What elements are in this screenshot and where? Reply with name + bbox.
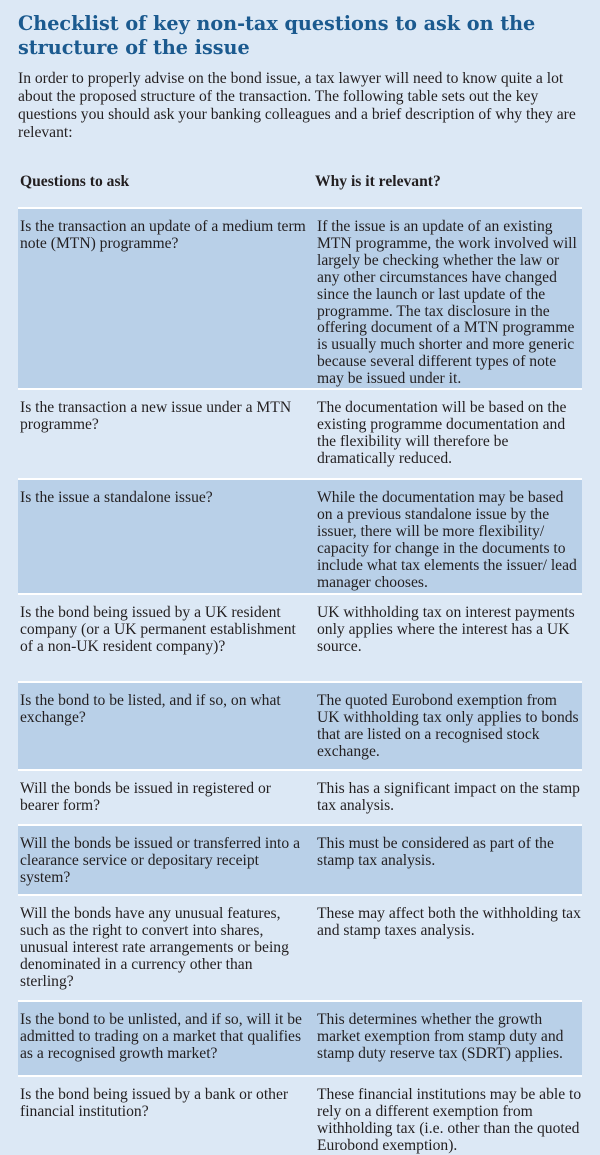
intro-paragraph: In order to properly advise on the bond issue, a tax lawyer will need to know quite a lot about the proposed structure of the transaction. The following table sets out the key questions you should ask your banking colleagues and a brief description of why they are relevant: [18, 70, 576, 141]
header-questions: Questions to ask [18, 159, 315, 208]
answer-cell: This determines whether the growth market exemption from stamp duty and stamp duty reserve tax (SDRT) applies. [315, 1001, 582, 1076]
table-row [18, 208, 582, 389]
question-cell: Is the transaction a new issue under a MTN programme? [18, 389, 315, 479]
table-row [18, 1076, 582, 1155]
page-title: Checklist of key non-tax questions to ask on the structure of the issue [18, 12, 536, 59]
table-row [18, 389, 582, 479]
header-relevance: Why is it relevant? [315, 159, 582, 208]
question-cell: Will the bonds be issued in registered or bearer form? [18, 770, 315, 825]
table-row [18, 1001, 582, 1076]
question-cell: Will the bonds be issued or transferred into a clearance service or depositary receipt system? [18, 825, 315, 895]
answer-cell: If the issue is an update of an existing MTN programme, the work involved will largely be checking whether the law or any other circumstances have changed since the launch or last update of the programme. The tax disclosure in the offering document of a MTN programme is usually much shorter and more generic because several different types of note may be issued under it. [315, 208, 582, 389]
table-row [18, 594, 582, 682]
question-cell: Is the bond to be listed, and if so, on what exchange? [18, 682, 315, 770]
table-row [18, 479, 582, 594]
question-cell: Is the bond being issued by a UK resident company (or a UK permanent establishment of a non-UK resident company)? [18, 594, 315, 682]
question-cell: Will the bonds have any unusual features, such as the right to convert into shares, unusual interest rate arrangements or being denominated in a currency other than sterling? [18, 895, 315, 1001]
question-cell: Is the transaction an update of a medium term note (MTN) programme? [18, 208, 315, 389]
answer-cell: These may affect both the withholding tax and stamp taxes analysis. [315, 895, 582, 1001]
table-header-row [18, 159, 582, 208]
answer-cell: This has a significant impact on the stamp tax analysis. [315, 770, 582, 825]
table-row [18, 895, 582, 1001]
answer-cell: The documentation will be based on the existing programme documentation and the flexibility will therefore be dramatically reduced. [315, 389, 582, 479]
answer-cell: These financial institutions may be able to rely on a different exemption from withholding tax (i.e. other than the quoted Eurobond exemption). [315, 1076, 582, 1155]
table-row [18, 825, 582, 895]
answer-cell: While the documentation may be based on a previous standalone issue by the issuer, there will be more flexibility/ capacity for change in the documents to include what tax elements the issuer/ lead manager chooses. [315, 479, 582, 594]
table-row [18, 682, 582, 770]
checklist-table [18, 159, 582, 1155]
question-cell: Is the bond being issued by a bank or other financial institution? [18, 1076, 315, 1155]
answer-cell: This must be considered as part of the stamp tax analysis. [315, 825, 582, 895]
answer-cell: UK withholding tax on interest payments only applies where the interest has a UK source. [315, 594, 582, 682]
question-cell: Is the bond to be unlisted, and if so, will it be admitted to trading on a market that qualifies as a recognised growth market? [18, 1001, 315, 1076]
table-row [18, 770, 582, 825]
question-cell: Is the issue a standalone issue? [18, 479, 315, 594]
answer-cell: The quoted Eurobond exemption from UK withholding tax only applies to bonds that are listed on a recognised stock exchange. [315, 682, 582, 770]
